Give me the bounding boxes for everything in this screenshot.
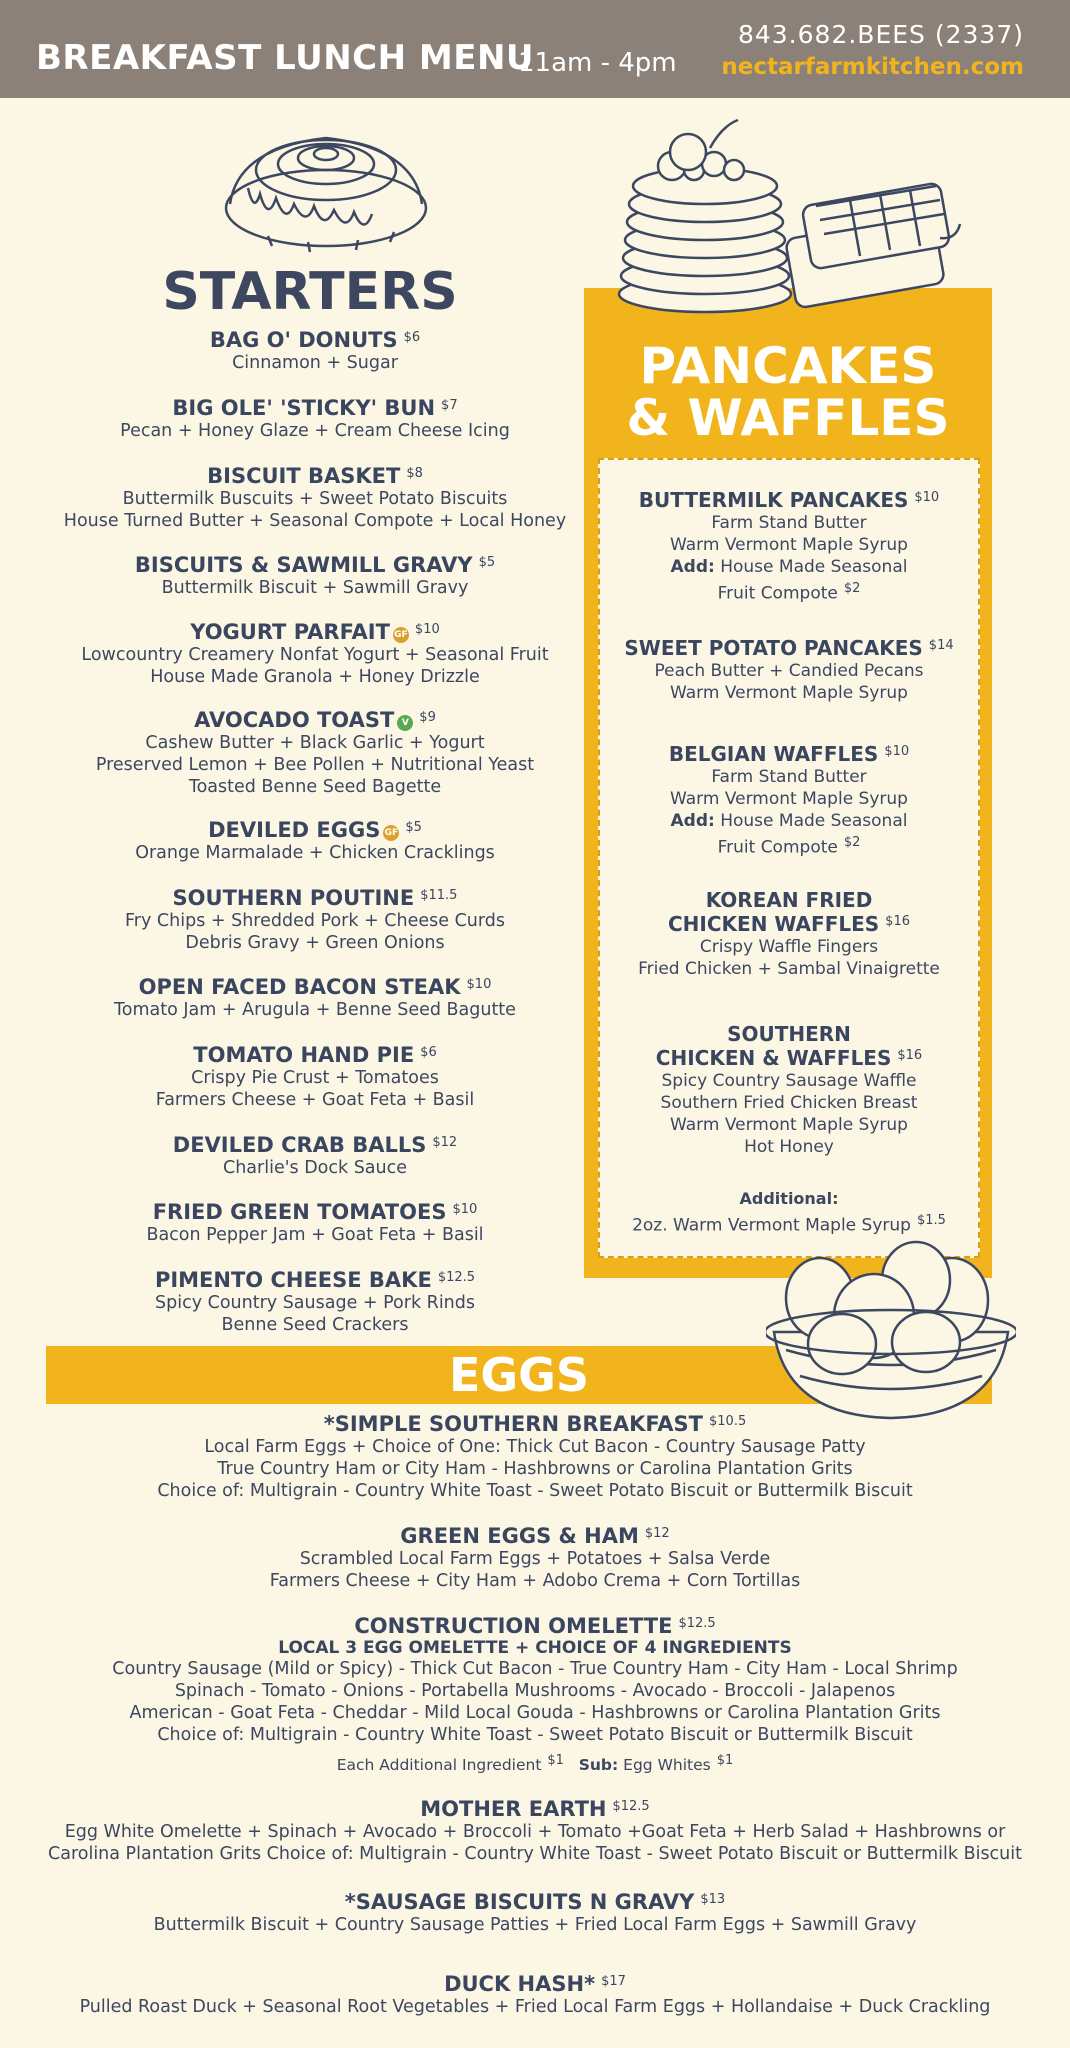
starter-item [40, 818, 590, 864]
pancakes-heading-line: PANCAKES [639, 337, 937, 395]
extra-ingredient-price: $1 [547, 1753, 564, 1768]
item-name: PIMENTO CHEESE BAKE [154, 1268, 432, 1292]
item-description: Toasted Benne Seed Bagette [188, 777, 442, 797]
eggs-item [20, 1524, 1050, 1592]
sub-price: $1 [716, 1753, 734, 1768]
item-description: Choice of: Multigrain - Country White Toast - Sweet Potato Biscuit or Buttermilk Biscuit [157, 1481, 913, 1501]
item-description: Farm Stand Butter [711, 513, 867, 533]
item-name: BISCUITS & SAWMILL GRAVY [134, 553, 473, 577]
item-price: $6 [420, 1044, 437, 1060]
item-description: Egg White Omelette + Spinach + Avocado + Broccoli + Tomato +Goat Feta + Herb Salad + Hashbrowns or [64, 1822, 1006, 1842]
waffles-heading-line: & WAFFLES [626, 389, 950, 447]
add-label: Add: [670, 811, 715, 831]
item-name: MOTHER EARTH [420, 1797, 607, 1821]
starters-heading: STARTERS [162, 262, 458, 322]
item-description: Fried Chicken + Sambal Vinaigrette [638, 959, 940, 979]
item-price: $10 [884, 743, 910, 759]
item-price: $5 [478, 554, 496, 570]
item-name: CHICKEN & WAFFLES [655, 1046, 892, 1070]
starter-item [40, 1133, 590, 1179]
menu-title: BREAKFAST LUNCH MENU [36, 38, 535, 78]
item-description: American - Goat Feta - Cheddar - Mild Local Gouda - Hashbrowns or Carolina Plantation Grits [129, 1703, 941, 1723]
add-option: House Made Seasonal [720, 557, 908, 577]
item-description: Pulled Roast Duck + Seasonal Root Vegetables + Fried Local Farm Eggs + Hollandaise + Duck Crackling [79, 1997, 991, 2017]
item-description: Spicy Country Sausage + Pork Rinds [155, 1293, 475, 1313]
item-price: $11.5 [420, 887, 458, 903]
add-option: House Made Seasonal [720, 811, 908, 831]
item-price: $12.5 [612, 1798, 650, 1814]
item-description: Charlie's Dock Sauce [222, 1158, 408, 1178]
item-description: Pecan + Honey Glaze + Cream Cheese Icing [120, 421, 510, 441]
pancake-item [600, 742, 978, 859]
item-name: TOMATO HAND PIE [193, 1043, 415, 1067]
item-description: Bacon Pepper Jam + Goat Feta + Basil [146, 1225, 484, 1245]
item-price: $10 [452, 1201, 478, 1217]
item-name: CHICKEN WAFFLES [668, 912, 880, 936]
item-price: $16 [897, 1047, 923, 1063]
item-price: $10.5 [709, 1413, 747, 1429]
item-name: DEVILED CRAB BALLS [172, 1133, 427, 1157]
add-price: $2 [843, 581, 861, 596]
item-name: SWEET POTATO PANCAKES [624, 636, 923, 660]
add-price: $2 [843, 835, 861, 850]
item-description: True Country Ham or City Ham - Hashbrowns or Carolina Plantation Grits [217, 1459, 853, 1479]
eggs-item [20, 1614, 1050, 1776]
item-name: *SAUSAGE BISCUITS N GRAVY [344, 1890, 695, 1914]
item-price: $10 [466, 976, 492, 992]
item-description: Choice of: Multigrain - Country White Toast - Sweet Potato Biscuit or Buttermilk Biscuit [157, 1725, 913, 1745]
add-option: Fruit Compote [717, 837, 838, 858]
item-name: BELGIAN WAFFLES [668, 742, 879, 766]
item-name: SOUTHERN [727, 1022, 851, 1046]
item-description: House Turned Butter + Seasonal Compote + Local Honey [63, 511, 567, 531]
eggs-heading: EGGS [448, 1348, 590, 1402]
item-description: Warm Vermont Maple Syrup [670, 1115, 908, 1135]
item-price: $10 [914, 489, 940, 505]
item-description: Local Farm Eggs + Choice of One: Thick Cut Bacon - Country Sausage Patty [204, 1437, 866, 1457]
egg-basket-illustration [766, 1240, 1016, 1426]
eggs-item [20, 1412, 1050, 1502]
item-price: $12 [644, 1525, 670, 1541]
additional-price: $1.5 [916, 1213, 946, 1228]
vegan-icon: V [397, 715, 413, 731]
item-name: SOUTHERN POUTINE [172, 886, 415, 910]
pancake-item [600, 488, 978, 605]
additional-text: 2oz. Warm Vermont Maple Syrup [632, 1215, 911, 1236]
item-subheading: LOCAL 3 EGG OMELETTE + CHOICE OF 4 INGREDIENTS [278, 1638, 792, 1658]
item-name: BISCUIT BASKET [207, 464, 401, 488]
item-price: $17 [601, 1973, 626, 1989]
item-name: YOGURT PARFAIT [190, 620, 390, 644]
additional-note [600, 1188, 978, 1237]
item-description: Cashew Butter + Black Garlic + Yogurt [145, 733, 485, 753]
cinnamon-bun-illustration [208, 108, 444, 258]
item-description: Warm Vermont Maple Syrup [670, 789, 908, 809]
starter-item [40, 553, 590, 599]
starter-item [40, 620, 590, 688]
starter-item [40, 1200, 590, 1246]
phone-number: 843.682.BEES (2337) [737, 20, 1024, 49]
item-price: $8 [406, 465, 423, 481]
item-description: Debris Gravy + Green Onions [185, 933, 445, 953]
menu-header [0, 0, 1070, 98]
gluten-free-icon: GF [393, 627, 409, 643]
item-description: Lowcountry Creamery Nonfat Yogurt + Seasonal Fruit [81, 645, 549, 665]
item-name: FRIED GREEN TOMATOES [152, 1200, 447, 1224]
pancakes-waffles-heading [584, 337, 992, 447]
item-price: $16 [885, 913, 910, 929]
item-price: $10 [414, 621, 440, 637]
item-description: Benne Seed Crackers [221, 1315, 409, 1335]
item-description: Scrambled Local Farm Eggs + Potatoes + Salsa Verde [299, 1549, 771, 1569]
item-description: Preserved Lemon + Bee Pollen + Nutritional Yeast [95, 755, 535, 775]
menu-hours: 11am - 4pm [518, 48, 677, 78]
starter-item [40, 886, 590, 954]
item-name: AVOCADO TOAST [194, 708, 395, 732]
item-description: Spicy Country Sausage Waffle [661, 1071, 917, 1091]
item-description: Carolina Plantation Grits Choice of: Multigrain - Country White Toast - Sweet Potato Biscuit or Buttermilk Biscuit [48, 1844, 1022, 1864]
item-name: BIG OLE' 'STICKY' BUN [172, 396, 436, 420]
pancake-item [600, 636, 978, 704]
item-price: $7 [441, 397, 458, 413]
add-label: Add: [670, 557, 715, 577]
gluten-free-icon: GF [383, 825, 399, 841]
item-price: $5 [405, 819, 422, 835]
eggs-item [20, 1797, 1050, 1865]
item-description: Country Sausage (Mild or Spicy) - Thick Cut Bacon - True Country Ham - City Ham - Local Shrimp [112, 1659, 958, 1679]
item-name: BAG O' DONUTS [209, 328, 398, 352]
item-description: Buttermilk Biscuit + Sawmill Gravy [161, 578, 469, 598]
item-description: Warm Vermont Maple Syrup [670, 535, 908, 555]
item-description: Crispy Pie Crust + Tomatoes [191, 1068, 439, 1088]
item-price: $13 [700, 1891, 726, 1907]
item-name: BUTTERMILK PANCAKES [638, 488, 909, 512]
pancake-item [600, 1022, 978, 1158]
item-price: $14 [928, 637, 954, 653]
item-description: Buttermilk Biscuit + Country Sausage Patties + Fried Local Farm Eggs + Sawmill Gravy [153, 1915, 917, 1935]
item-price: $12.5 [437, 1269, 476, 1285]
starter-item [40, 464, 590, 532]
eggs-item [20, 1890, 1050, 1936]
item-name: KOREAN FRIED [705, 888, 873, 912]
item-name: CONSTRUCTION OMELETTE [354, 1614, 673, 1638]
item-name: DEVILED EGGS [208, 818, 381, 842]
item-description: Buttermilk Buscuits + Sweet Potato Biscuits [122, 489, 508, 509]
item-description: Peach Butter + Candied Pecans [654, 661, 924, 681]
additional-label: Additional: [739, 1189, 839, 1208]
item-description: House Made Granola + Honey Drizzle [150, 667, 480, 687]
item-description: Fry Chips + Shredded Pork + Cheese Curds [125, 911, 505, 931]
add-option: Fruit Compote [717, 583, 838, 604]
item-description: Tomato Jam + Arugula + Benne Seed Bagutte [114, 1000, 516, 1020]
starter-item [40, 1268, 590, 1336]
item-description: Orange Marmalade + Chicken Cracklings [135, 843, 495, 863]
item-description: Southern Fried Chicken Breast [660, 1093, 918, 1113]
starter-item [40, 396, 590, 442]
item-description: Cinnamon + Sugar [232, 353, 398, 373]
extra-ingredient-text: Each Additional Ingredient [336, 1756, 542, 1775]
starter-item [40, 975, 590, 1021]
eggs-item [20, 1972, 1050, 2018]
website-link[interactable]: nectarfarmkitchen.com [721, 54, 1024, 80]
item-name: DUCK HASH* [444, 1972, 596, 1996]
item-name: *SIMPLE SOUTHERN BREAKFAST [323, 1412, 704, 1436]
item-description: Farm Stand Butter [711, 767, 867, 787]
item-name: GREEN EGGS & HAM [400, 1524, 639, 1548]
pancake-stack-illustration [610, 108, 970, 320]
item-price: $12 [432, 1134, 458, 1150]
item-price: $6 [403, 329, 421, 345]
item-description: Farmers Cheese + Goat Feta + Basil [155, 1090, 475, 1110]
starter-item [40, 1043, 590, 1111]
sub-option: Egg Whites [623, 1756, 711, 1775]
item-description: Crispy Waffle Fingers [699, 937, 879, 957]
item-name: OPEN FACED BACON STEAK [138, 975, 461, 999]
item-price: $9 [419, 709, 436, 725]
starter-item [40, 708, 590, 798]
item-description: Spinach - Tomato - Onions - Portabella Mushrooms - Avocado - Broccoli - Jalapenos [174, 1681, 896, 1701]
starter-item [40, 328, 590, 374]
item-description: Hot Honey [744, 1137, 834, 1157]
pancake-item [600, 888, 978, 980]
item-description: Warm Vermont Maple Syrup [670, 683, 908, 703]
item-price: $12.5 [678, 1615, 716, 1631]
sub-label: Sub: [578, 1756, 619, 1775]
item-description: Farmers Cheese + City Ham + Adobo Crema + Corn Tortillas [269, 1571, 801, 1591]
